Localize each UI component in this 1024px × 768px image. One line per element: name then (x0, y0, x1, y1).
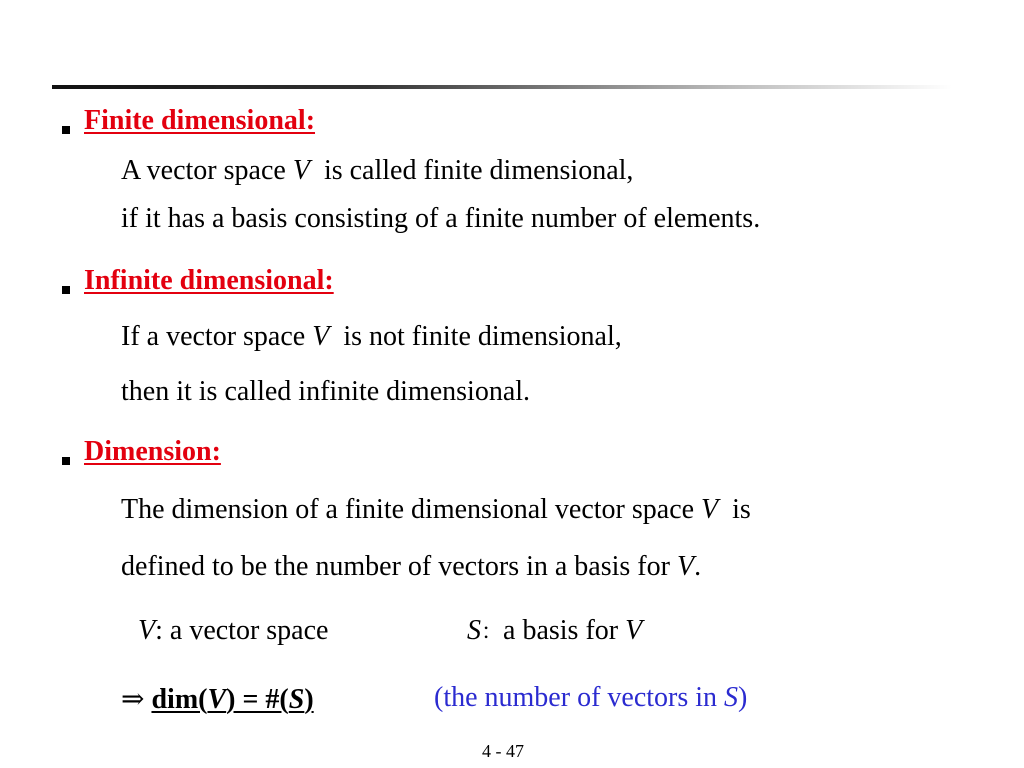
implies-icon: ⇒ (121, 682, 145, 715)
title-rule (52, 85, 952, 89)
symbol-v: V (207, 684, 227, 715)
text: A vector space (121, 155, 293, 186)
heading-finite-dimensional: Finite dimensional: (84, 105, 316, 136)
text: is called finite dimensional, (309, 155, 634, 186)
text: The dimension of a finite dimensional vector space (121, 494, 702, 525)
formula-note (434, 682, 747, 714)
dim-formula (151, 684, 313, 715)
text: . (694, 551, 702, 582)
text: ) = #( (226, 684, 289, 715)
def-basis (467, 615, 642, 647)
bullet-infinite (62, 286, 70, 294)
heading-dimension: Dimension: (84, 436, 221, 467)
dimension-line-1 (121, 494, 751, 526)
text: is (718, 494, 751, 525)
symbol-v: V (676, 551, 695, 582)
page-number: 4 - 47 (482, 741, 524, 761)
finite-line-2: if it has a basis consisting of a finite number of elements. (121, 203, 761, 234)
text: dim( (151, 684, 208, 715)
finite-line-1 (121, 155, 633, 187)
symbol-v: V (625, 615, 643, 646)
symbol-s: S (467, 615, 481, 646)
infinite-line-2: then it is called infinite dimensional. (121, 376, 531, 407)
symbol-v: V (292, 155, 310, 186)
def-vector-space (138, 615, 328, 647)
text: is not finite dimensional, (329, 321, 622, 352)
bullet-finite (62, 126, 70, 134)
text: (the number of vectors in (434, 682, 725, 713)
text: ) (304, 684, 314, 715)
text: a basis for (503, 615, 626, 646)
formula-line (121, 682, 314, 716)
infinite-line-1 (121, 321, 622, 353)
heading-infinite-dimensional: Infinite dimensional: (84, 265, 334, 296)
text: : a vector space (155, 615, 329, 646)
bullet-dimension (62, 457, 70, 465)
text: defined to be the number of vectors in a basis for (121, 551, 677, 582)
text: If a vector space (121, 321, 313, 352)
text: ) (738, 682, 748, 713)
symbol-s: S (288, 684, 305, 715)
symbol-v: V (701, 494, 719, 525)
colon: ： (481, 620, 504, 645)
symbol-v: V (138, 615, 156, 646)
symbol-s: S (724, 682, 739, 713)
symbol-v: V (312, 321, 330, 352)
dimension-line-2 (121, 551, 701, 583)
